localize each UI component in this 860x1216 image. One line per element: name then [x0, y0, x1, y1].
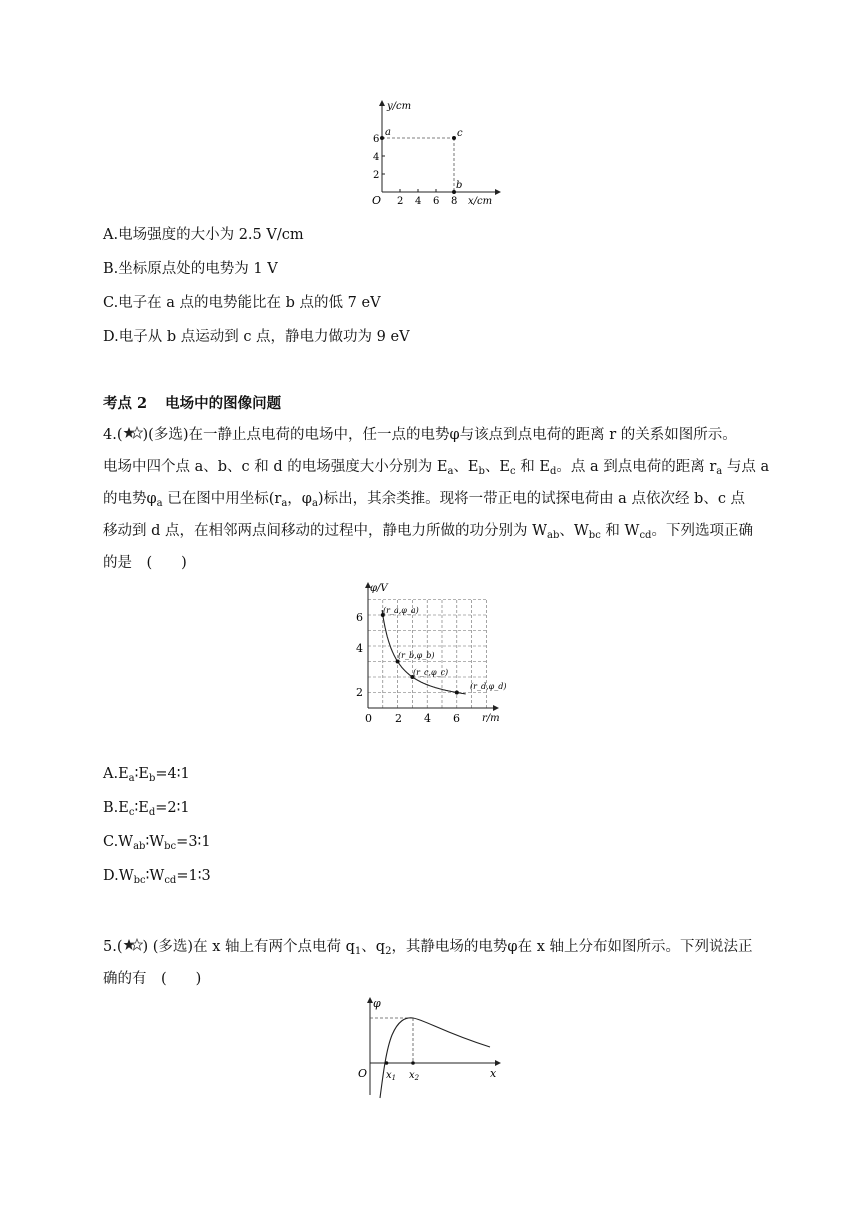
- x-tick-label: 6: [453, 712, 460, 725]
- question-text: 在一静止点电荷的电场中，任一点的电势φ与该点到点电荷的距离 r 的关系如图所示。: [188, 427, 737, 443]
- q4-option-b[interactable]: $B.E_c∶E_d=2∶1$: [103, 800, 190, 818]
- figure-potential-vs-distance: [345, 580, 510, 725]
- data-point: [455, 691, 459, 695]
- x-tick-label: 4: [415, 196, 422, 207]
- y-axis-label: φ: [373, 997, 381, 1010]
- origin-label: O: [358, 1067, 368, 1080]
- q4-option-c[interactable]: $C.W_{ab}∶W_{bc}=3∶1$: [103, 834, 211, 852]
- figure-coordinate-plane: [360, 98, 510, 213]
- q3-option-d[interactable]: D.电子从 b 点运动到 c 点，静电力做功为 9 eV: [103, 329, 410, 345]
- q4-line-4: 移动到 d 点，在相邻两点间移动的过程中，静电力所做的功分别为 $W_{ab}$、$W_{bc}$ 和 $W_{cd}$。下列选项正确: [103, 523, 753, 541]
- question-tag: )(多选): [142, 427, 189, 443]
- y-tick-label: 4: [356, 642, 363, 655]
- y-axis-label: φ/V: [370, 583, 388, 594]
- point-a: [380, 136, 384, 140]
- q4-line-5: 的是 ( ): [103, 555, 187, 571]
- q3-option-c[interactable]: C.电子在 a 点的电势能比在 b 点的低 7 eV: [103, 295, 381, 311]
- figure-potential-vs-x: [350, 995, 510, 1100]
- y-tick-label: 2: [373, 170, 380, 181]
- x-tick-label: 0: [365, 712, 372, 725]
- x-axis-label: x: [490, 1067, 497, 1080]
- q3-option-b[interactable]: B.坐标原点处的电势为 1 V: [103, 261, 278, 277]
- y-tick-label: 2: [356, 686, 363, 699]
- x-tick-label: 2: [397, 196, 404, 207]
- x-tick-label: 4: [424, 712, 431, 725]
- q4-option-a[interactable]: $A.E_a∶E_b=4∶1$: [103, 766, 190, 784]
- question-tag: ) (多选): [142, 939, 194, 955]
- x2-point: [411, 1061, 415, 1065]
- x-tick-label: 8: [451, 196, 458, 207]
- q4-line-2: 电场中四个点 a、b、c 和 d 的电场强度大小分别为 $E_a$、$E_b$、$E_c$ 和 $E_d$。点 a 到点电荷的距离 $r_a$ 与点 a: [103, 459, 770, 477]
- point-label-d: (r_d,φ_d): [470, 682, 507, 691]
- point-label-a: (r_a,φ_a): [383, 606, 419, 615]
- difficulty-star-icon: [123, 426, 143, 440]
- origin-label: O: [372, 194, 382, 207]
- y-axis-label: y/cm: [387, 101, 412, 112]
- q5-line-2: 确的有 ( ): [103, 971, 202, 987]
- q3-option-a[interactable]: A.电场强度的大小为 2.5 V/cm: [103, 227, 304, 243]
- point-b-label: b: [456, 180, 463, 191]
- point-c: [452, 136, 456, 140]
- q4-option-d[interactable]: $D.W_{bc}∶W_{cd}=1∶3$: [103, 868, 211, 886]
- y-tick-label: 6: [356, 611, 363, 624]
- point-a-label: a: [385, 127, 391, 138]
- q4-line-3: 的电势$\varphi_a$ 已在图中用坐标($r_a$，$\varphi_a$)标出，其余类推。现将一带正电的试探电荷由 a 点依次经 b、c 点: [103, 491, 746, 509]
- point-label-b: (r_b,φ_b): [398, 651, 435, 660]
- potential-curve: [380, 1018, 490, 1098]
- x-axis-label: r/m: [482, 713, 500, 724]
- x-axis-label: x/cm: [468, 196, 493, 207]
- x1-point: [385, 1061, 389, 1065]
- question-number: 5.(: [103, 939, 123, 955]
- x-tick-label: 6: [433, 196, 440, 207]
- x2-label: $x_2$: [409, 1070, 420, 1082]
- point-c-label: c: [457, 128, 463, 139]
- y-tick-label: 6: [373, 134, 380, 145]
- question-number: 4.(: [103, 427, 123, 443]
- data-point: [396, 660, 400, 664]
- q4-line-1: [103, 423, 737, 444]
- section-label: 考点 2: [103, 395, 148, 412]
- difficulty-star-icon: [123, 938, 143, 952]
- point-label-c: (r_c,φ_c): [413, 668, 449, 677]
- x-tick-label: 2: [395, 712, 402, 725]
- y-tick-label: 4: [373, 152, 380, 163]
- q5-line-1: 5.( ) (多选)在 x 轴上有两个点电荷 $q_1$、$q_2$，其静电场的电势φ在 x 轴上分布如图所示。下列说法正: [103, 939, 753, 957]
- section-heading: [103, 392, 281, 413]
- x1-label: $x_1$: [386, 1070, 397, 1082]
- section-title: 电场中的图像问题: [165, 395, 282, 412]
